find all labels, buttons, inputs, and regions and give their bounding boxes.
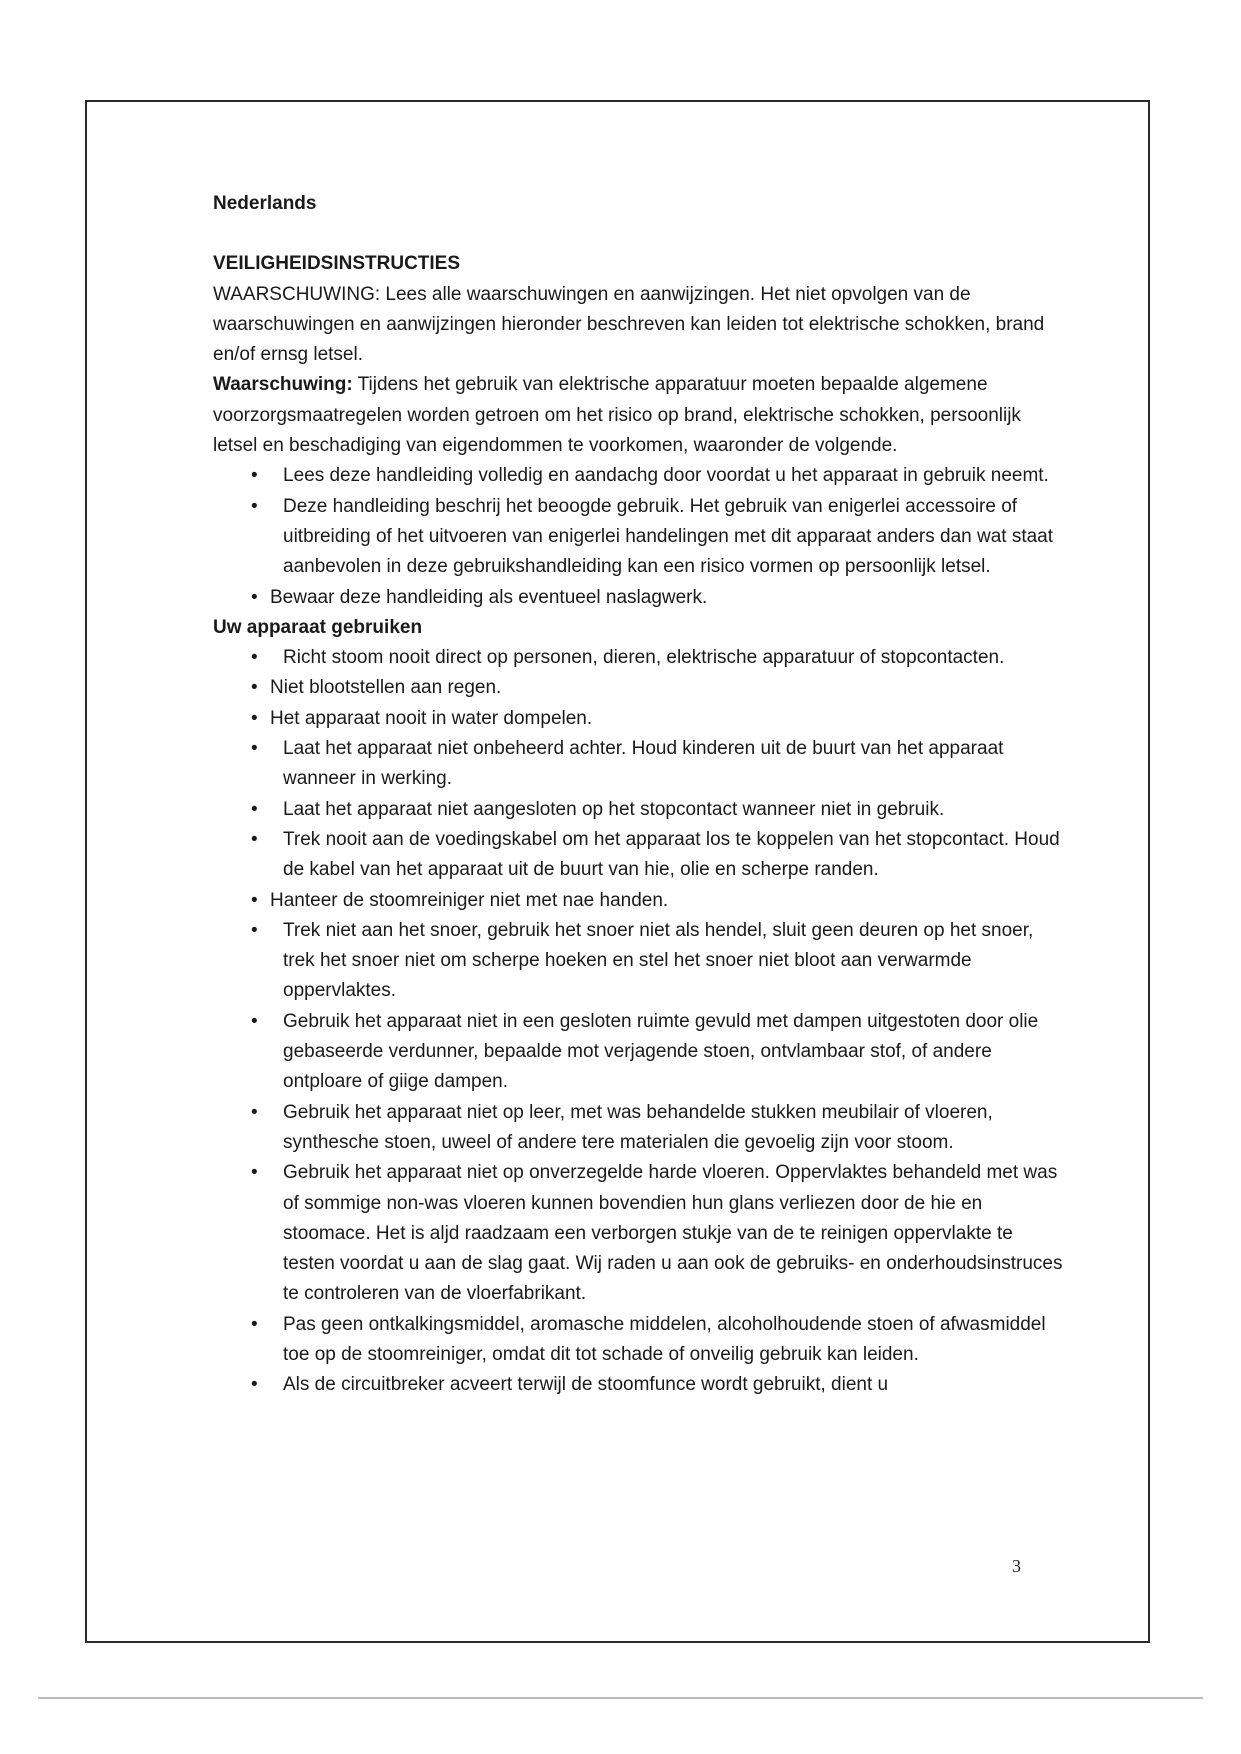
- list-item: • Laat het apparaat niet onbeheerd achter. Houd kinderen uit de buurt van het apparaat wanneer in werking.: [213, 734, 1063, 795]
- list-item: • Hanteer de stoomreiniger niet met nae handen.: [213, 886, 1063, 916]
- document-body: [213, 189, 1063, 1401]
- safety-title: VEILIGHEIDSINSTRUCTIES: [213, 253, 461, 275]
- list-item: • Gebruik het apparaat niet op onverzegelde harde vloeren. Oppervlaktes behandeld met was of sommige non-was vloeren kunnen bovendien hun glans verliezen door de hie en stoomace. Het is aljd raadzaam een verborgen stukje van de te reinigen oppervlakte te testen voordat u aan de slag gaat. Wij raden u aan ook de gebruiks- en onderhoudsinstruces te controleren van de vloerfabrikant.: [213, 1158, 1063, 1309]
- usage-list: [213, 643, 1063, 1400]
- language-heading: Nederlands: [213, 193, 317, 214]
- warning2-text: Tijdens het gebruik van elektrische apparatuur moeten bepaalde algemene voorzorgsmaatregelen worden getroen om het risico op brand, elektrische schokken, persoonlijk letsel en beschadiging van eigendommen te voorkomen, waaronder de volgende.: [213, 374, 1021, 457]
- list-item: • Pas geen ontkalkingsmiddel, aromasche middelen, alcoholhoudende stoen of afwasmiddel toe op de stoomreiniger, omdat dit tot schade of onveilig gebruik kan leiden.: [213, 1310, 1063, 1371]
- list-item: • Trek niet aan het snoer, gebruik het snoer niet als hendel, sluit geen deuren op het snoer, trek het snoer niet om scherpe hoeken en stel het snoer niet bloot aan verwarmde oppervlaktes.: [213, 916, 1063, 1007]
- usage-title: Uw apparaat gebruiken: [213, 616, 423, 638]
- list-item: • Gebruik het apparaat niet in een gesloten ruimte gevuld met dampen uitgestoten door olie gebaseerde verdunner, bepaalde mot verjagende stoen, ontvlambaar stof, of andere ontploare of giige dampen.: [213, 1007, 1063, 1098]
- warning2-label: Waarschuwing:: [213, 374, 353, 396]
- list-item: • Gebruik het apparaat niet op leer, met was behandelde stukken meubilair of vloeren, synthesche stoen, uweel of andere tere materialen die gevoelig zijn voor stoom.: [213, 1098, 1063, 1159]
- list-item: • Als de circuitbreker acveert terwijl de stoomfunce wordt gebruikt, dient u: [213, 1370, 1063, 1400]
- list-item: • Bewaar deze handleiding als eventueel naslagwerk.: [213, 583, 1063, 613]
- list-item: • Lees deze handleiding volledig en aandachg door voordat u het apparaat in gebruik neemt.: [213, 461, 1063, 491]
- list-item: • Laat het apparaat niet aangesloten op het stopcontact wanneer niet in gebruik.: [213, 795, 1063, 825]
- list-item: • Trek nooit aan de voedingskabel om het apparaat los te koppelen van het stopcontact. Houd de kabel van het apparaat uit de buurt van hie, olie en scherpe randen.: [213, 825, 1063, 886]
- list-item: • Richt stoom nooit direct op personen, dieren, elektrische apparatuur of stopcontacten.: [213, 643, 1063, 673]
- warning-paragraph: WAARSCHUWING: Lees alle waarschuwingen en aanwijzingen. Het niet opvolgen van de waarschuwingen en aanwijzingen hieronder beschreven kan leiden tot elektrische schokken, brand en/of ernsg letsel.: [213, 283, 1045, 366]
- page-number: 3: [1012, 1556, 1021, 1576]
- list-item: • Niet blootstellen aan regen.: [213, 673, 1063, 703]
- warning2-paragraph: [213, 370, 1063, 461]
- bottom-divider: [38, 1697, 1203, 1699]
- list-item: • Het apparaat nooit in water dompelen.: [213, 704, 1063, 734]
- safety-list: [213, 461, 1063, 612]
- list-item: • Deze handleiding beschrij het beoogde gebruik. Het gebruik van enigerlei accessoire of uitbreiding of het uitvoeren van enigerlei handelingen met dit apparaat anders dan wat staat aanbevolen in deze gebruikshandleiding kan een risico vormen op persoonlijk letsel.: [213, 492, 1063, 583]
